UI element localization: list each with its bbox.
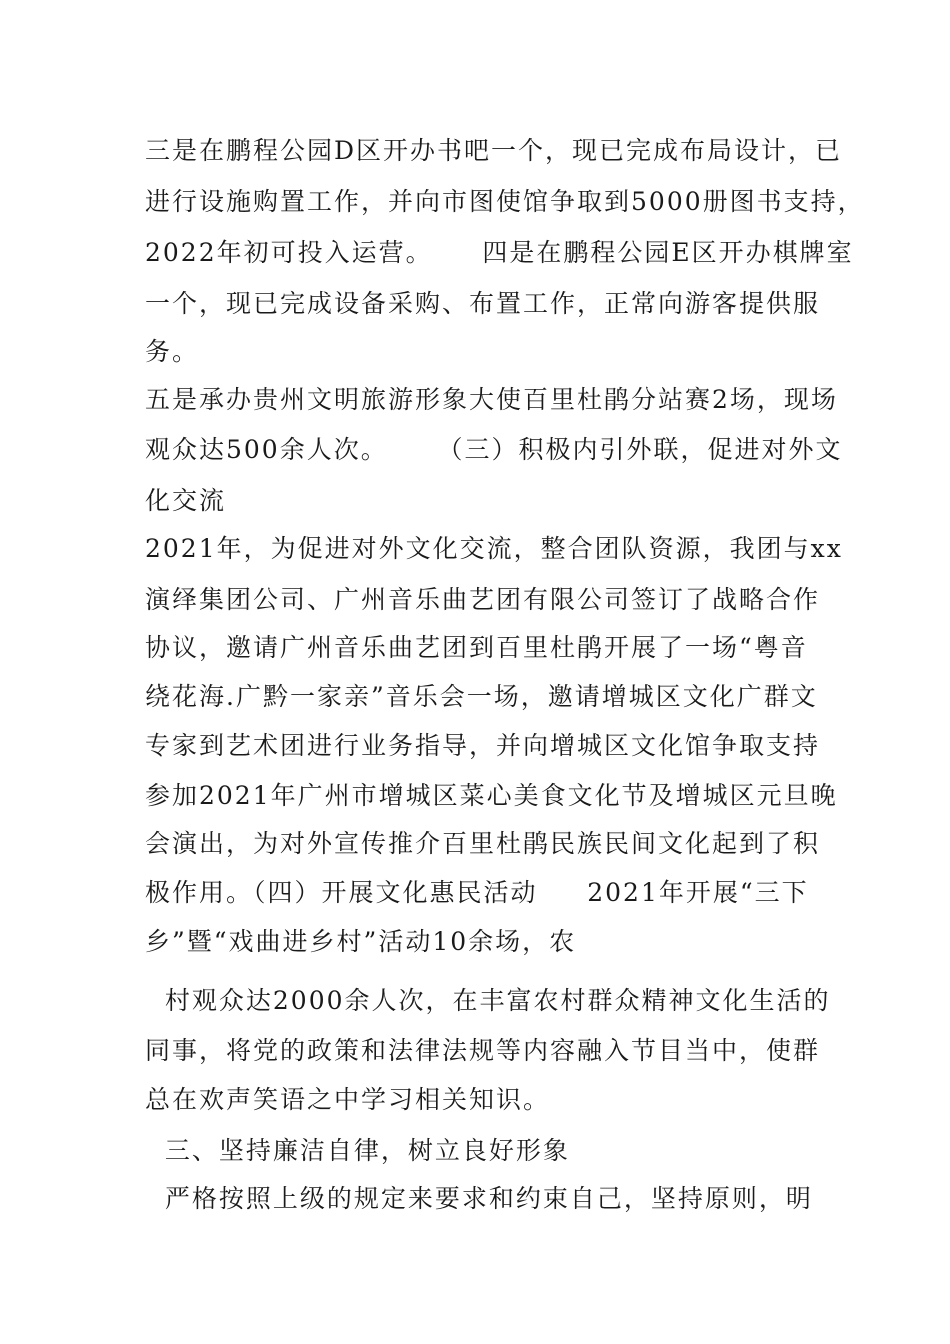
- section-heading: 三、坚持廉洁自律，树立良好形象: [145, 1136, 570, 1165]
- text-line: 同事，将党的政策和法律法规等内容融入节目当中，使群: [145, 1036, 821, 1065]
- text-line: 务。: [145, 337, 200, 366]
- text-line: 2022年初可投入运营。 四是在鹏程公园E区开办棋牌室: [145, 238, 854, 267]
- text-line: 协议，邀请广州音乐曲艺团到百里杜鹃开展了一场“粤音: [145, 633, 808, 662]
- text-line: 总在欢声笑语之中学习相关知识。: [145, 1085, 551, 1114]
- text-line: 严格按照上级的规定来要求和约束自己，坚持原则，明: [145, 1184, 813, 1213]
- text-line: 专家到艺术团进行业务指导，并向增城区文化馆争取支持: [145, 731, 821, 760]
- text-line: 演绎集团公司、广州音乐曲艺团有限公司签订了战略合作: [145, 585, 821, 614]
- text-line: 2021年，为促进对外文化交流，整合团队资源，我团与xx: [145, 534, 843, 563]
- text-line: 乡”暨“戏曲进乡村”活动10余场，农: [145, 927, 577, 956]
- text-line: 极作用。（四）开展文化惠民活动 2021年开展“三下: [145, 878, 809, 907]
- text-line: 观众达500余人次。 （三）积极内引外联，促进对外文: [145, 435, 843, 464]
- text-line: 五是承办贵州文明旅游形象大使百里杜鹃分站赛2场，现场: [145, 385, 838, 414]
- text-line: 会演出，为对外宣传推介百里杜鹃民族民间文化起到了积: [145, 829, 821, 858]
- text-line: 三是在鹏程公园D区开办书吧一个，现已完成布局设计，已: [145, 136, 843, 165]
- text-line: 村观众达2000余人次，在丰富农村群众精神文化生活的: [145, 986, 831, 1015]
- text-line: 化交流: [145, 486, 227, 515]
- text-line: 绕花海.广黔一家亲”音乐会一场，邀请增城区文化广群文: [145, 682, 818, 711]
- text-line: 一个，现已完成设备采购、布置工作，正常向游客提供服: [145, 289, 821, 318]
- text-line: 进行设施购置工作，并向市图使馆争取到5000册图书支持，: [145, 187, 865, 216]
- text-line: 参加2021年广州市增城区菜心美食文化节及增城区元旦晚: [145, 781, 838, 810]
